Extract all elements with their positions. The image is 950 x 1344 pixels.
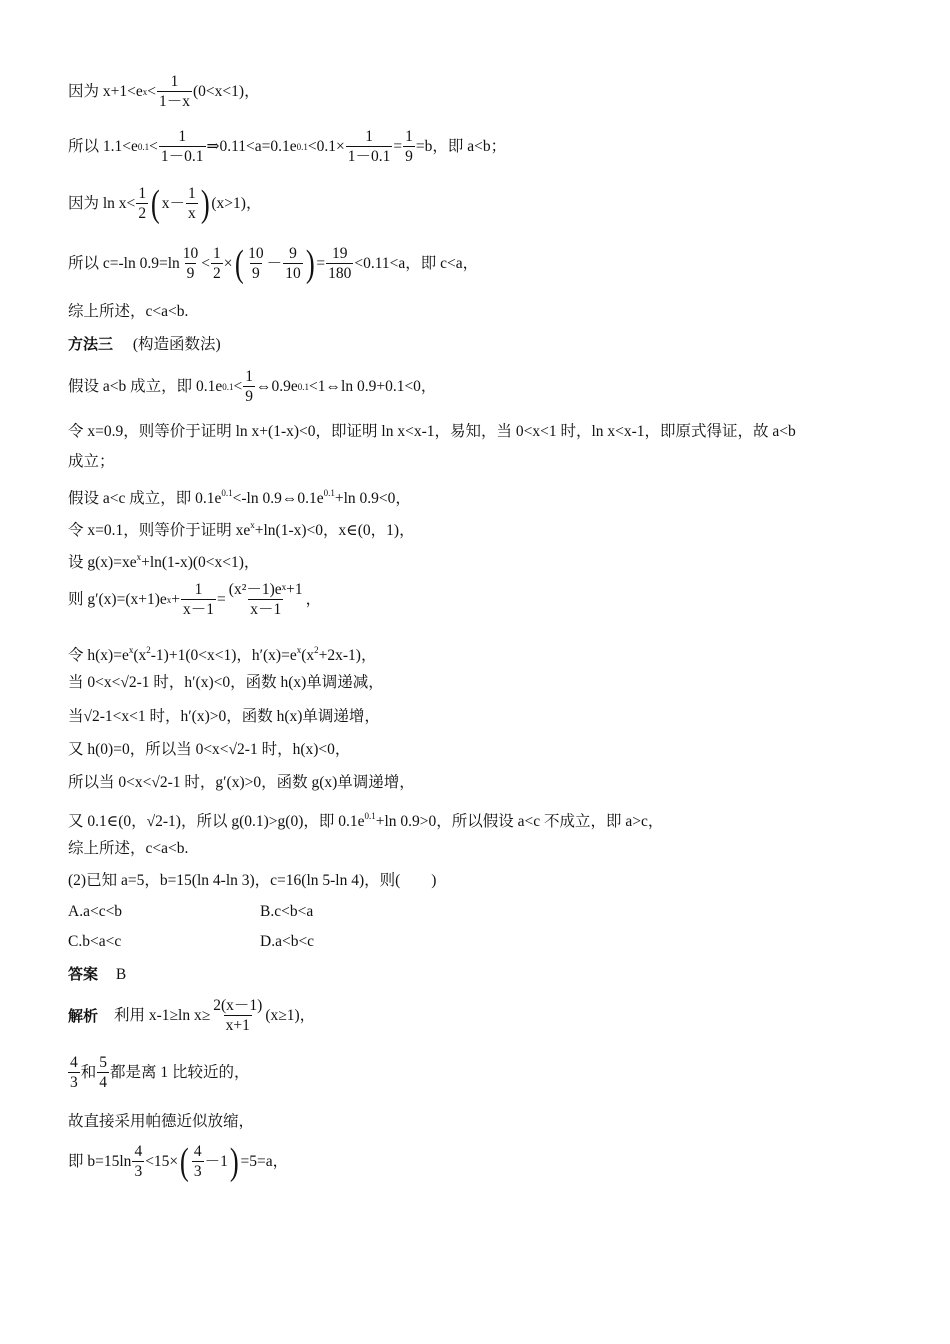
text: －1 — [204, 1152, 228, 1170]
method-desc: (构造函数法) — [132, 336, 221, 353]
line-26 — [68, 1053, 250, 1092]
answer-value: B — [115, 966, 127, 983]
denominator: 2 — [213, 265, 221, 282]
fraction — [181, 244, 201, 283]
superscript: 2 — [314, 645, 319, 655]
superscript: 2 — [146, 645, 151, 655]
denominator: x+1 — [225, 1017, 250, 1034]
text: =5=a， — [240, 1152, 289, 1170]
option-a: A.a<c<b — [68, 903, 123, 920]
numerator: 1 — [187, 185, 196, 202]
line-10 — [68, 483, 411, 509]
text: < — [149, 137, 158, 155]
line-17: 又 h(0)=0，所以当 0<x<√2-1 时，h(x)<0， — [68, 741, 351, 758]
line-7 — [68, 367, 436, 406]
numerator: (x²－1)eˣ+1 — [228, 581, 303, 598]
line-13 — [68, 580, 321, 619]
line-12 — [68, 547, 259, 573]
fraction — [132, 1142, 144, 1181]
superscript: 0.1 — [323, 488, 335, 498]
numerator: 19 — [331, 245, 348, 262]
line-11 — [68, 515, 415, 541]
denominator: 3 — [70, 1074, 78, 1091]
fraction — [243, 367, 255, 406]
text: < — [233, 377, 243, 395]
numerator: 1 — [170, 73, 179, 90]
text: <15× — [145, 1152, 179, 1170]
line-14 — [68, 640, 376, 666]
line-4 — [68, 244, 478, 283]
numerator: 1 — [213, 245, 221, 262]
text: 则 g′(x)=(x+1)e — [68, 590, 167, 608]
text: 和 — [80, 1063, 97, 1081]
text: = — [316, 254, 326, 272]
option-d: D.a<b<c — [260, 933, 315, 950]
fraction — [68, 1053, 80, 1092]
left-paren: ( — [180, 1140, 189, 1183]
text: ⇒0.11<a=0.1e — [206, 137, 297, 155]
numerator: 4 — [70, 1054, 78, 1071]
numerator: 5 — [99, 1054, 108, 1071]
numerator: 10 — [248, 245, 264, 262]
numerator: 1 — [365, 128, 373, 145]
superscript: x — [136, 552, 142, 562]
superscript: x — [296, 645, 302, 655]
line-15: 当 0<x<√2-1 时，h′(x)<0，函数 h(x)单调递减， — [68, 674, 384, 691]
denominator: 9 — [405, 148, 413, 165]
text: 令 h(x)=e — [68, 647, 129, 664]
text: (x — [133, 647, 147, 664]
denominator: 1－0.1 — [347, 148, 391, 165]
text: 假设 a<b 成立，即 0.1e — [68, 377, 223, 395]
text: +ln(1-x)(0<x<1)， — [141, 554, 260, 571]
text: =b，即 a<b； — [415, 137, 507, 155]
line-1 — [68, 72, 260, 111]
line-19 — [68, 806, 663, 832]
right-paren: ) — [305, 242, 315, 285]
line-8: 令 x=0.9，则等价于证明 ln x+(1-x)<0，即证明 ln x<x-1，易知，当 0<x<1 时，ln x<x-1，即原式得证，故 a<b — [68, 423, 796, 440]
denominator: 3 — [193, 1163, 202, 1180]
superscript: 0.1 — [296, 141, 308, 152]
text: (x — [301, 647, 315, 664]
denominator: x－1 — [183, 601, 215, 618]
fraction — [159, 127, 206, 166]
right-paren: ) — [229, 1140, 239, 1183]
denominator: 10 — [285, 265, 301, 282]
answer-label: 答案 — [68, 965, 99, 983]
option-c: C.b<a<c — [68, 933, 122, 950]
fraction — [403, 127, 415, 166]
numerator: 1 — [405, 128, 413, 145]
text: <0.11<a，即 c<a， — [354, 254, 479, 272]
numerator: 10 — [182, 245, 199, 262]
superscript: 0.1 — [297, 381, 310, 392]
text: +ln 0.9<0， — [334, 490, 411, 507]
line-5: 综上所述，c<a<b. — [68, 303, 189, 320]
text: x－ — [161, 194, 185, 212]
fraction — [97, 1053, 109, 1092]
text: + — [171, 590, 181, 608]
denominator: 9 — [186, 265, 195, 282]
method-label: 方法三 — [68, 335, 114, 353]
text: 都是离 1 比较近的， — [110, 1063, 250, 1081]
text: 所以 1.1<e — [68, 137, 138, 155]
line-3 — [68, 184, 261, 223]
denominator: x－1 — [250, 601, 282, 618]
text: +ln(1-x)<0，x∈(0，1)， — [254, 522, 415, 539]
text: <1⇔ln 0.9+0.1<0， — [309, 377, 437, 395]
denominator: 1－x — [159, 93, 191, 110]
text: (0<x<1)， — [193, 82, 260, 100]
superscript: 0.1 — [364, 811, 376, 821]
numerator: 1 — [194, 581, 203, 598]
text: 又 0.1∈(0，√2-1)，所以 g(0.1)>g(0)，即 0.1e — [68, 813, 365, 830]
text: － — [266, 254, 283, 272]
fraction — [192, 1142, 204, 1181]
text: 因为 x+1<e — [68, 82, 143, 100]
answer-line — [68, 964, 126, 985]
fraction — [227, 580, 305, 619]
text: 假设 a<c 成立，即 0.1e — [68, 490, 222, 507]
text: 所以 c=-ln 0.9=ln — [68, 254, 180, 272]
question-2: (2)已知 a=5，b=15(ln 4-ln 3)，c=16(ln 5-ln 4)，则( ) — [68, 872, 437, 889]
solution-label: 解析 — [68, 1006, 99, 1025]
fraction — [346, 127, 393, 166]
text: +ln 0.9>0，所以假设 a<c 不成立，即 a>c， — [375, 813, 664, 830]
denominator: 4 — [99, 1074, 108, 1091]
line-16: 当√2-1<x<1 时，h′(x)>0，函数 h(x)单调递增， — [68, 708, 380, 725]
fraction — [186, 184, 198, 223]
superscript: x — [166, 594, 172, 605]
denominator: 180 — [328, 265, 352, 282]
text: +2x-1)， — [318, 647, 377, 664]
fraction — [246, 244, 266, 283]
numerator: 1 — [178, 128, 187, 145]
text: 因为 ln x< — [68, 194, 136, 212]
denominator: 3 — [134, 1163, 143, 1180]
denominator: 9 — [245, 388, 254, 405]
left-paren: ( — [234, 242, 244, 285]
line-20: 综上所述，c<a<b. — [68, 840, 189, 857]
superscript: x — [128, 645, 134, 655]
text: 利用 x-1≥ln x≥ — [114, 1006, 211, 1024]
denominator: 2 — [138, 205, 147, 222]
superscript: 0.1 — [137, 141, 150, 152]
fraction — [157, 72, 192, 111]
denominator: x — [187, 205, 196, 222]
fraction — [211, 244, 223, 283]
text: 令 x=0.1，则等价于证明 xe — [68, 522, 251, 539]
solution-line — [68, 996, 315, 1035]
numerator: 9 — [289, 245, 297, 262]
numerator: 1 — [245, 368, 254, 385]
superscript: 0.1 — [222, 381, 234, 392]
numerator: 1 — [138, 185, 147, 202]
fraction — [283, 244, 303, 283]
text: <0.1× — [307, 137, 345, 155]
method-three-heading — [68, 334, 221, 355]
text: ， — [305, 590, 322, 608]
line-2 — [68, 127, 506, 166]
text: 即 b=15ln — [68, 1152, 132, 1170]
text: × — [223, 254, 233, 272]
left-paren: ( — [150, 182, 160, 225]
fraction — [181, 580, 216, 619]
line-18: 所以当 0<x<√2-1 时，g′(x)>0，函数 g(x)单调递增， — [68, 774, 415, 791]
text: ⇔0.9e — [256, 377, 298, 395]
text: <-ln 0.9⇔0.1e — [232, 490, 324, 507]
numerator: 4 — [134, 1143, 143, 1160]
denominator: 9 — [252, 265, 260, 282]
numerator: 2(x－1) — [213, 997, 263, 1014]
line-9: 成立； — [68, 453, 115, 470]
text: 设 g(x)=xe — [68, 554, 137, 571]
text: (x>1)， — [211, 194, 262, 212]
text: = — [217, 590, 226, 608]
numerator: 4 — [193, 1143, 202, 1160]
text: < — [147, 82, 156, 100]
text: = — [393, 137, 403, 155]
fraction — [326, 244, 353, 283]
line-28 — [68, 1142, 288, 1181]
superscript: x — [142, 86, 148, 97]
line-27: 故直接采用帕德近似放缩， — [68, 1113, 255, 1130]
option-b: B.c<b<a — [260, 903, 314, 920]
text: -1)+1(0<x<1)，h′(x)=e — [150, 647, 297, 664]
fraction — [136, 184, 148, 223]
superscript: 0.1 — [221, 488, 233, 498]
text: < — [201, 254, 211, 272]
fraction — [211, 996, 264, 1035]
text: (x≥1)， — [265, 1006, 316, 1024]
denominator: 1－0.1 — [160, 148, 204, 165]
superscript: x — [250, 520, 255, 530]
right-paren: ) — [200, 182, 210, 225]
